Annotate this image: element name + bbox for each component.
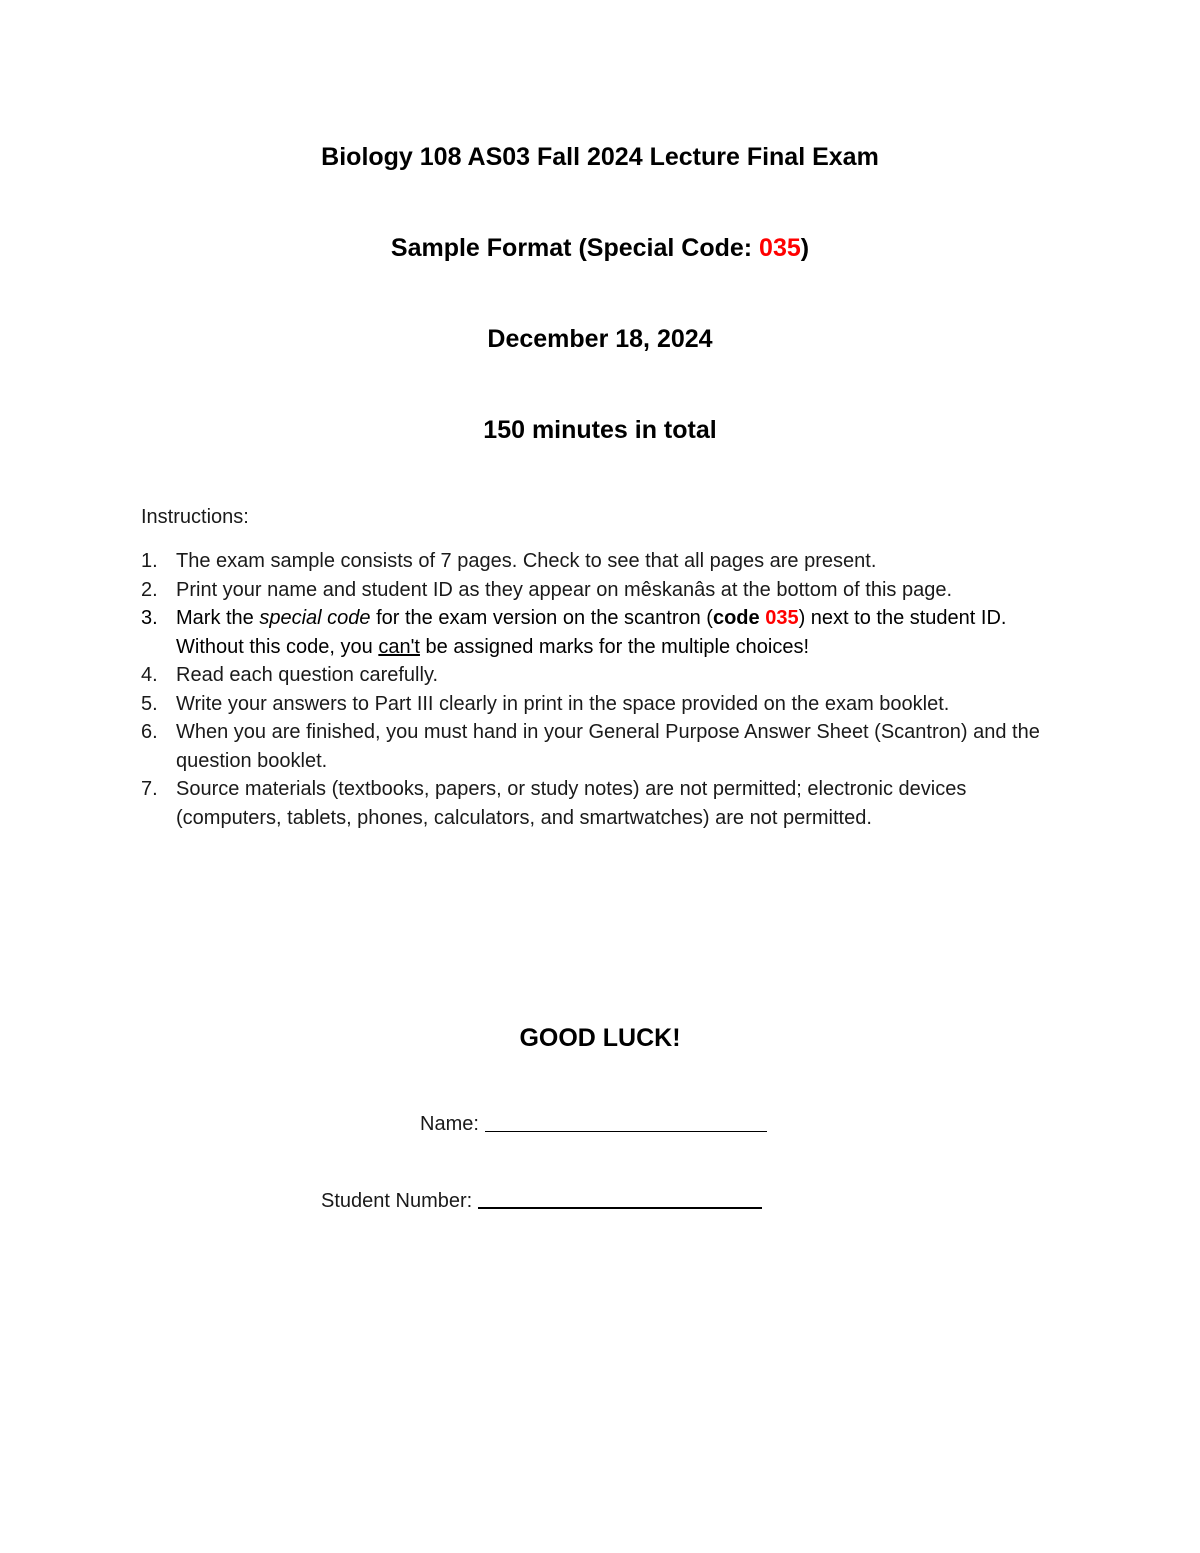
instructions-label: Instructions: (141, 506, 249, 528)
special-code: 035 (759, 234, 801, 262)
good-luck-heading: GOOD LUCK! (519, 1024, 681, 1052)
name-field[interactable] (420, 1111, 767, 1137)
code-label: code (712, 607, 766, 629)
instruction-italic: special code (259, 607, 371, 629)
instruction-item-special-code (141, 604, 1061, 661)
instruction-number: 7. (141, 778, 158, 800)
student-number-label: Student Number: (321, 1190, 473, 1212)
instruction-number: 4. (141, 664, 158, 686)
instruction-item (141, 576, 1061, 605)
instruction-text-part: for the exam version on the scantron ( (370, 607, 713, 629)
instruction-text: Source materials (textbooks, papers, or study notes) are not permitted; electronic devices (computers, tablets, phones, calculators, and smartwatches) are not permitted. (176, 778, 967, 829)
instruction-number: 1. (141, 550, 158, 572)
student-number-field[interactable] (321, 1188, 762, 1214)
instruction-underlined: can't (378, 635, 420, 658)
instruction-item (141, 547, 1061, 576)
instruction-text-part: ) next to the student ID. Without this code, you (176, 607, 1007, 658)
instruction-text-part: be assigned marks for the multiple choices! (419, 635, 810, 658)
subtitle-prefix: Sample Format (Special Code: (390, 234, 760, 262)
name-blank-line[interactable] (485, 1130, 767, 1132)
instruction-number: 6. (141, 721, 158, 743)
instruction-text-part: Mark the (176, 607, 260, 629)
student-number-blank-line[interactable] (478, 1206, 762, 1209)
instruction-text: Write your answers to Part III clearly in print in the space provided on the exam booklet. (176, 692, 950, 715)
name-label: Name: (420, 1113, 479, 1135)
instruction-text: When you are finished, you must hand in your General Purpose Answer Sheet (Scantron) and the question booklet. (176, 721, 1040, 772)
instruction-number: 2. (141, 578, 158, 601)
instruction-number: 3. (141, 607, 158, 629)
instruction-item (141, 718, 1061, 775)
instruction-item (141, 661, 1061, 690)
instruction-text: The exam sample consists of 7 pages. Check to see that all pages are present. (176, 550, 877, 572)
special-code-inline: 035 (765, 607, 799, 629)
exam-title: Biology 108 AS03 Fall 2024 Lecture Final Exam (321, 143, 879, 171)
instruction-text: Print your name and student ID as they appear on mêskanâs at the bottom of this page. (176, 578, 953, 601)
instruction-item (141, 775, 1061, 832)
instruction-text: Read each question carefully. (176, 664, 439, 686)
subtitle-suffix: ) (800, 234, 810, 262)
instruction-item (141, 690, 1061, 719)
instruction-number: 5. (141, 692, 158, 715)
exam-duration: 150 minutes in total (483, 416, 717, 444)
instructions-list (141, 547, 1061, 832)
exam-subtitle (0, 232, 1200, 264)
exam-date: December 18, 2024 (487, 325, 713, 353)
